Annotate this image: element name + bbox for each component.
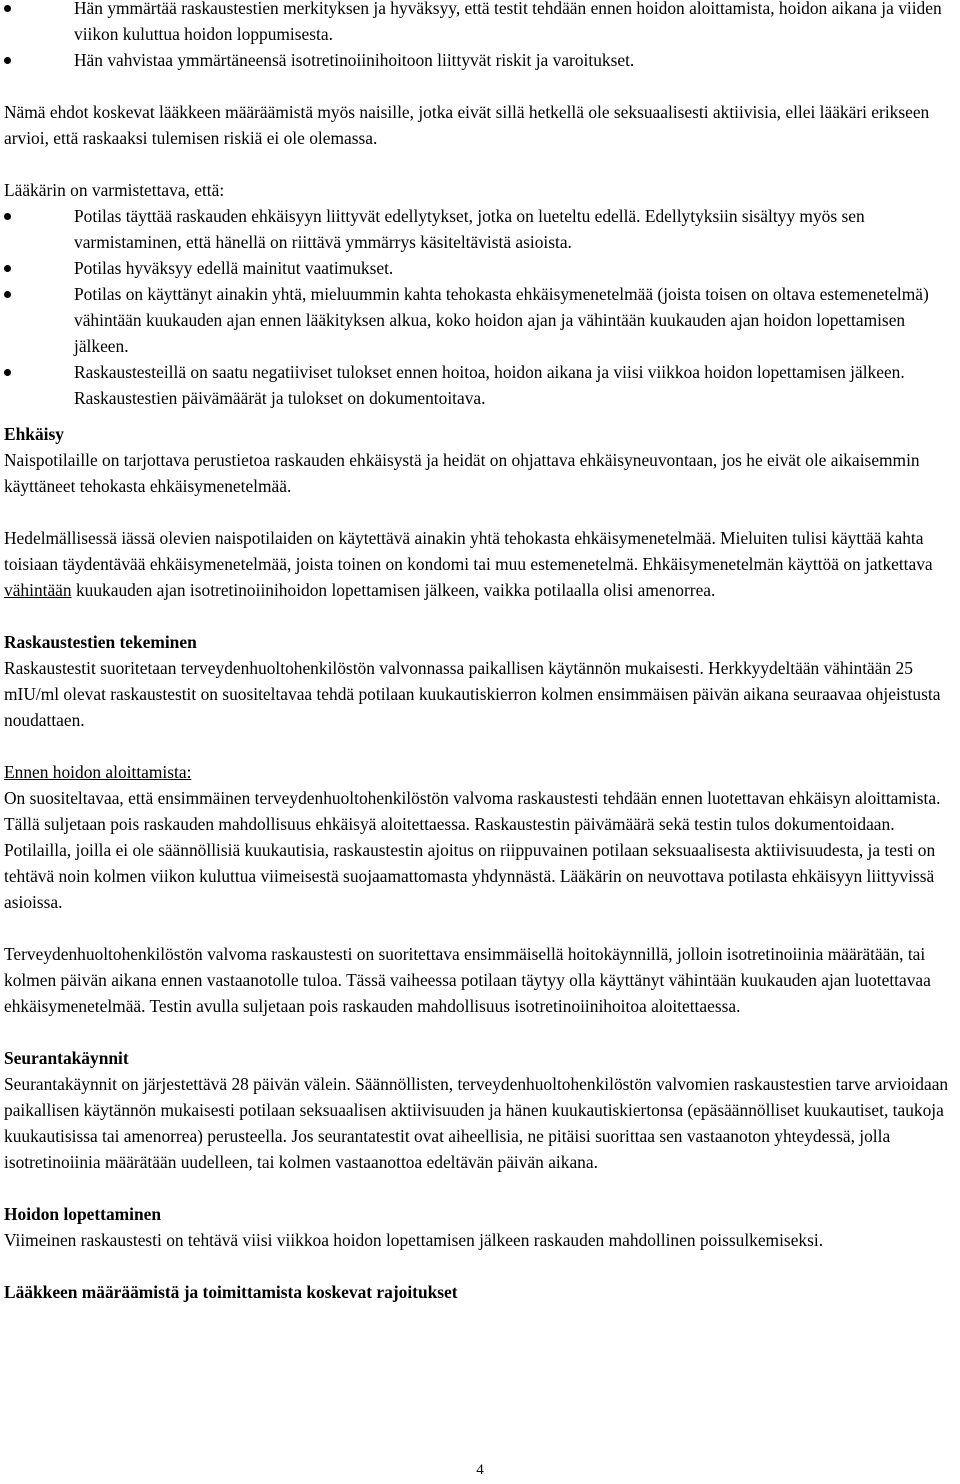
bullet-icon bbox=[4, 291, 11, 298]
bullet-icon bbox=[4, 57, 11, 64]
ennen-paragraph-2: Terveydenhuoltohenkilöstön valvoma raskaustesti on suoritettava ensimmäisellä hoitokäynnillä, jolloin isotretinoiinia määrätään, tai kolmen päivän aikana ennen vastaanotolle tuloa. Tässä vaiheessa potilaan täytyy olla käyttänyt vähintään kuukauden ajan luotettavaa ehkäisymenetelmää. Testin avulla suljetaan pois raskauden mahdollisuus isotretinoiinihoitoa aloitettaessa. bbox=[4, 944, 931, 1016]
raskaustestit-paragraph: Raskaustestit suoritetaan terveydenhuoltohenkilöstön valvonnassa paikallisen käytännön mukaisesti. Herkkyydeltään vähintään 25 mIU/ml olevat raskaustestit on suositeltavaa tehdä potilaan kuukautiskierron kolmen ensimmäisen päivän aikana seuraavaa ohjeistusta noudattaen. bbox=[4, 658, 941, 730]
list-item: Raskaustesteillä on saatu negatiiviset tulokset ennen hoitoa, hoidon aikana ja viisi viikkoa hoidon lopettamisen jälkeen. Raskaustestien päivämäärät ja tulokset on dokumentoitava. bbox=[4, 359, 956, 411]
section-heading-ennen: Ennen hoidon aloittamista: bbox=[4, 762, 192, 782]
seuranta-paragraph: Seurantakäynnit on järjestettävä 28 päivän välein. Säännöllisten, terveydenhuoltohenkilöstön valvomien raskaustestien tarve arvioidaan paikallisen käytännön mukaisesti potilaan seksuaalisen aktiivisuuden ja hänen kuukautiskiertonsa (epäsäännölliset kuukautiset, taukoja kuukautisissa tai amenorrea) perusteella. Jos seurantatestit ovat aiheellisia, ne pitäisi suorittaa sen vastaanoton yhteydessä, jolla isotretinoiinia määrätään uudelleen, tai kolmen vastaanottoa edeltävän päivän aikana. bbox=[4, 1074, 949, 1172]
list-item: Potilas hyväksyy edellä mainitut vaatimukset. bbox=[4, 255, 956, 281]
bullet-icon bbox=[4, 213, 11, 220]
ehkaisy-paragraph-1: Naispotilaille on tarjottava perustietoa raskauden ehkäisystä ja heidät on ohjattava ehkäisyneuvontaan, jos he eivät ole aikaisemmin käyttäneet tehokasta ehkäisymenetelmää. bbox=[4, 450, 920, 496]
underlined-emphasis: vähintään bbox=[4, 580, 72, 600]
page-number: 4 bbox=[476, 1462, 484, 1478]
section-heading-ehkaisy: Ehkäisy bbox=[4, 424, 64, 444]
conditions-paragraph: Nämä ehdot koskevat lääkkeen määräämistä myös naisille, jotka eivät sillä hetkellä ole seksuaalisesti aktiivisia, ellei lääkäri erikseen arvioi, että raskaaksi tulemisen riskiä ei ole olemassa. bbox=[4, 102, 930, 148]
ennen-paragraph-1: On suositeltavaa, että ensimmäinen terveydenhuoltohenkilöstön valvoma raskaustesti tehdään ennen luotettavan ehkäisyn aloittamista. Tällä suljetaan pois raskauden mahdollisuus ehkäisyä aloitettaessa. Raskaustestin päivämäärä sekä testin tulos dokumentoidaan. Potilailla, joilla ei ole säännöllisiä kuukautisia, raskaustestin ajoitus on riippuvainen potilaan seksuaalisesta aktiivisuudesta, ja testi on tehtävä noin kolmen viikon kuluttua viimeisestä suojaamattomasta yhdynnästä. Lääkärin on neuvottava potilasta ehkäisyyn liittyvissä asioissa. bbox=[4, 788, 941, 912]
bullet-icon bbox=[4, 5, 11, 12]
top-bullet-list bbox=[4, 0, 956, 73]
section-heading-rajoitukset: Lääkkeen määräämistä ja toimittamista koskevat rajoitukset bbox=[4, 1282, 458, 1302]
bullet-icon bbox=[4, 369, 11, 376]
list-item: Hän ymmärtää raskaustestien merkityksen ja hyväksyy, että testit tehdään ennen hoidon aloittamista, hoidon aikana ja viiden viikon kuluttua hoidon loppumisesta. bbox=[4, 0, 956, 47]
section-heading-raskaustestit: Raskaustestien tekeminen bbox=[4, 632, 197, 652]
doctor-intro: Lääkärin on varmistettava, että: bbox=[4, 180, 225, 200]
document-page bbox=[4, 0, 956, 1305]
list-item: Potilas on käyttänyt ainakin yhtä, mieluummin kahta tehokasta ehkäisymenetelmää (joista toisen on oltava estemenetelmä) vähintään kuukauden ajan ennen lääkityksen alkua, koko hoidon ajan ja vähintään kuukauden ajan hoidon lopettamisen jälkeen. bbox=[4, 281, 956, 359]
list-item: Potilas täyttää raskauden ehkäisyyn liittyvät edellytykset, jotka on lueteltu edellä. Edellytyksiin sisältyy myös sen varmistaminen, että hänellä on riittävä ymmärrys käsiteltävistä asioista. bbox=[4, 203, 956, 255]
bullet-icon bbox=[4, 265, 11, 272]
lopetus-paragraph: Viimeinen raskaustesti on tehtävä viisi viikkoa hoidon lopettamisen jälkeen raskauden mahdollinen poissulkemiseksi. bbox=[4, 1230, 824, 1250]
ehkaisy-paragraph-2: Hedelmällisessä iässä olevien naispotilaiden on käytettävä ainakin yhtä tehokasta ehkäisymenetelmää. Mieluiten tulisi käyttää kahta toisiaan täydentävää ehkäisymenetelmää, joista toinen on kondomi tai muu estemenetelmä. Ehkäisymenetelmän käyttöä on jatkettava vähintään kuukauden ajan isotretinoiinihoidon lopettamisen jälkeen, vaikka potilaalla olisi amenorrea. bbox=[4, 528, 933, 600]
list-item: Hän vahvistaa ymmärtäneensä isotretinoiinihoitoon liittyvät riskit ja varoitukset. bbox=[4, 47, 956, 73]
section-heading-lopetus: Hoidon lopettaminen bbox=[4, 1204, 162, 1224]
doctor-bullet-list bbox=[4, 203, 956, 411]
section-heading-seuranta: Seurantakäynnit bbox=[4, 1048, 129, 1068]
